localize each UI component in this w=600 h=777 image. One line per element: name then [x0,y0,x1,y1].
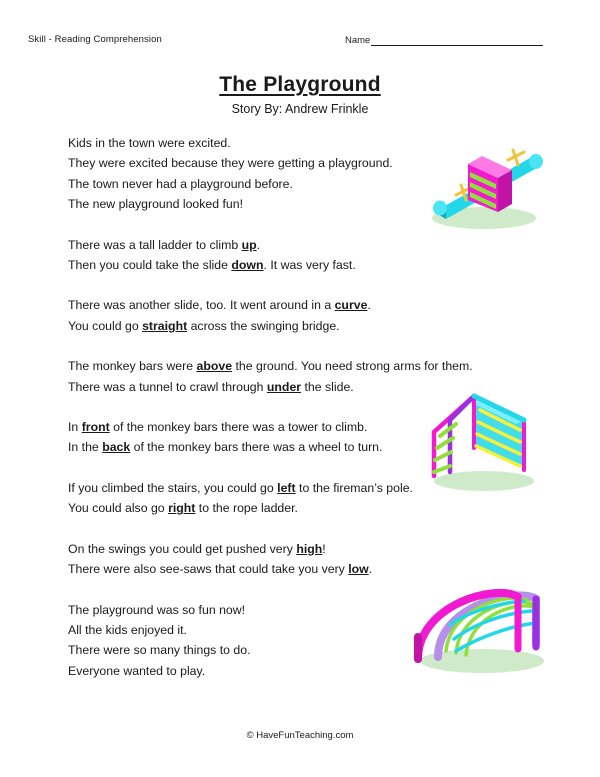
story-paragraph [68,235,538,276]
text-segment: The town never had a playground before. [68,176,293,191]
story-line [68,235,538,255]
keyword-term: curve [334,298,368,313]
text-segment: of the monkey bars there was a tower to climb. [109,420,368,435]
keyword-term: under [266,379,302,394]
keyword-term: high [296,541,323,556]
name-field-block [345,34,543,46]
text-segment: You could go [68,318,143,333]
text-segment: In the [68,440,103,455]
story-line [68,356,538,376]
ladder-slide-illustration [420,380,550,495]
keyword-term: back [102,440,131,455]
page-header [0,34,600,56]
text-segment: The new playground looked fun! [68,197,244,212]
story-line [68,255,538,275]
text-segment: There were also see-saws that could take you very [68,562,349,577]
text-segment: They were excited because they were getting a playground. [68,156,393,171]
name-label: Name [345,35,371,46]
keyword-term: up [241,237,257,252]
text-segment: of the monkey bars there was a wheel to turn. [130,440,383,455]
keyword-term: front [81,420,110,435]
tunnel-illustration [400,565,565,680]
text-segment: You could also go [68,501,169,516]
story-line [68,539,538,559]
text-segment: the ground. You need strong arms for them. [232,359,473,374]
keyword-term: down [231,258,264,273]
story-line [68,295,538,315]
text-segment: the slide. [301,379,354,394]
page-title: The Playground [219,73,381,96]
keyword-term: right [168,501,196,516]
text-segment: Then you could take the slide [68,258,232,273]
text-segment: across the swinging bridge. [187,318,340,333]
keyword-term: above [196,359,233,374]
text-segment: . [368,562,373,577]
byline: Story By: Andrew Frinkle [231,102,369,116]
text-segment: There was another slide, too. It went around in a [68,298,335,313]
text-segment: All the kids enjoyed it. [68,622,187,637]
text-segment: In [68,420,82,435]
text-segment: There were so many things to do. [68,643,251,658]
text-segment: The monkey bars were [68,359,197,374]
text-segment: to the rope ladder. [195,501,298,516]
text-segment: There was a tall ladder to climb [68,237,242,252]
text-segment: There was a tunnel to crawl through [68,379,267,394]
text-segment: . [256,237,261,252]
skill-label: Skill - Reading Comprehension [28,34,162,45]
text-segment: On the swings you could get pushed very [68,541,297,556]
text-segment: ! [322,541,326,556]
story-line [68,316,538,336]
keyword-term: low [348,562,369,577]
story-line [68,498,538,518]
text-segment: Kids in the town were excited. [68,136,231,150]
keyword-term: left [277,480,296,495]
keyword-term: straight [142,318,188,333]
name-input-line[interactable] [371,34,543,46]
text-segment: to the fireman’s pole. [295,480,413,495]
text-segment: Everyone wanted to play. [68,663,206,678]
text-segment: If you climbed the stairs, you could go [68,480,278,495]
text-segment: . It was very fast. [263,258,356,273]
text-segment: The playground was so fun now! [68,602,246,617]
story-paragraph [68,295,538,336]
text-segment: . [367,298,371,313]
footer-credit: © HaveFunTeaching.com [246,730,354,741]
seesaw-illustration [412,120,562,235]
